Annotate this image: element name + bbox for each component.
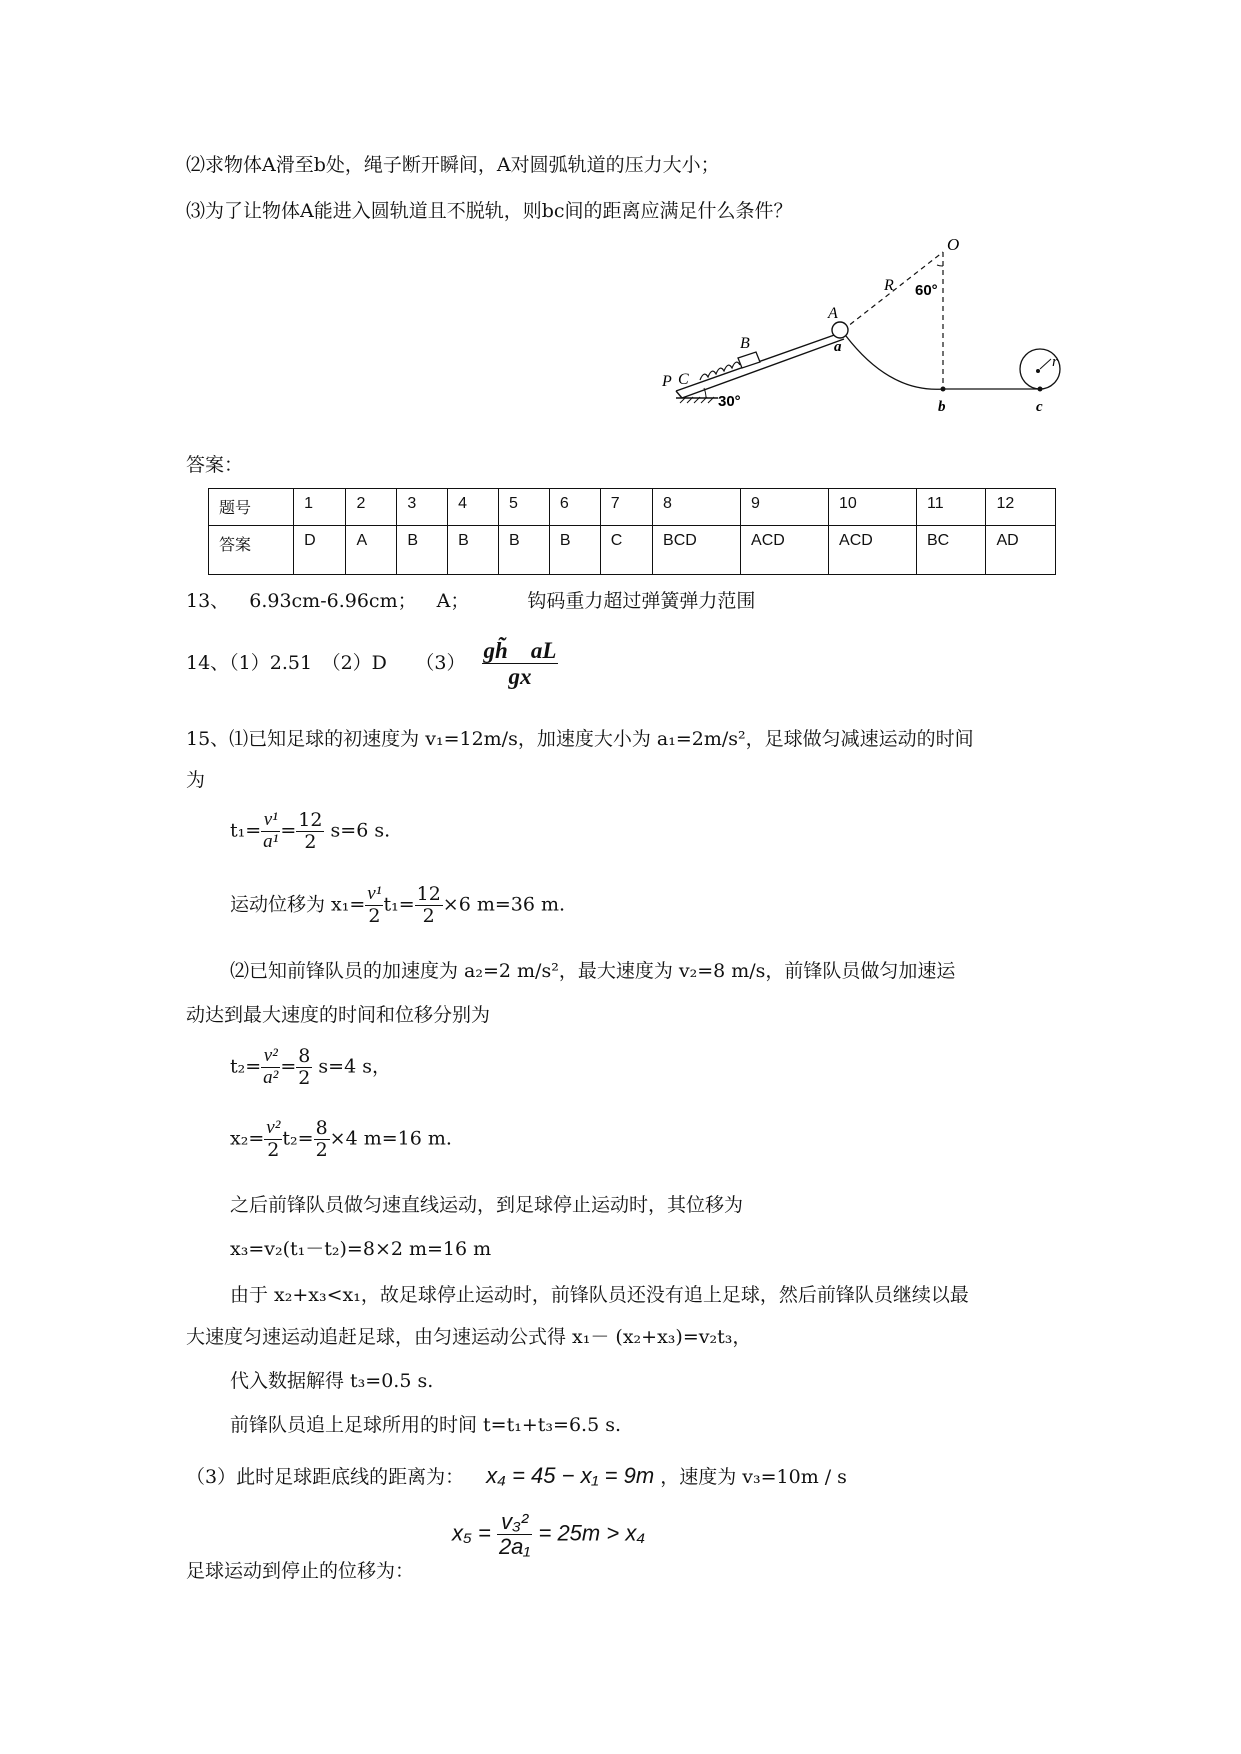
equation-x2 <box>230 1118 452 1161</box>
table-cell: 12 <box>986 489 1056 526</box>
frac-num: 12 <box>298 809 323 831</box>
frac-den: 2 <box>267 1138 280 1161</box>
answer-14-formula <box>482 638 559 690</box>
label-P: P <box>662 373 672 390</box>
label-60: 60° <box>915 282 938 299</box>
answer-15-line9: 代入数据解得 t₃=0.5 s. <box>230 1370 434 1392</box>
eq-lhs: t₁= <box>230 819 262 842</box>
answer-13-number: 13、 <box>186 590 230 612</box>
label-O: O <box>947 238 960 254</box>
frac-num: v¹ <box>367 883 382 904</box>
answer-15-part2-line2: 动达到最大速度的时间和位移分别为 <box>186 1004 491 1026</box>
formula-denominator: gx <box>508 664 532 690</box>
table-cell: ACD <box>829 526 917 575</box>
frac-num: 8 <box>298 1045 311 1067</box>
answer-15-line7: 由于 x₂+x₃<x₁，故足球停止运动时，前锋队员还没有追上足球，然后前锋队员继续以最 <box>230 1284 969 1306</box>
eq-rhs: = 25m > x₄ <box>538 1520 646 1546</box>
eq-tail: s=6 s. <box>324 819 391 842</box>
frac-den: 2 <box>368 904 381 927</box>
eq-sign: = <box>280 819 297 842</box>
eq-tail: s=4 s， <box>312 1055 391 1078</box>
answer-15-part2-line1: ⑵已知前锋队员的加速度为 a₂=2 m/s²，最大速度为 v₂=8 m/s，前锋队员做匀加速运 <box>230 960 956 982</box>
label-B: B <box>740 335 750 352</box>
table-cell: ACD <box>741 526 829 575</box>
frac-num: v¹ <box>261 810 280 832</box>
answer-15-part3 <box>186 1462 847 1489</box>
table-cell: 8 <box>653 489 741 526</box>
frac-den: 2 <box>315 1138 328 1161</box>
answer-15-line1: 15、⑴已知足球的初速度为 v₁=12m/s，加速度大小为 a₁=2m/s²，足球做匀减速运动的时间 <box>186 728 974 750</box>
frac-den: 2 <box>422 904 435 927</box>
question-2: ⑵求物体A滑至b处，绳子断开瞬间，A对圆弧轨道的压力大小； <box>186 154 720 176</box>
question-3: ⑶为了让物体A能进入圆轨道且不脱轨，则bc间的距离应满足什么条件？ <box>186 200 793 222</box>
table-cell: 6 <box>549 489 600 526</box>
table-cell: B <box>448 526 499 575</box>
table-cell: B <box>397 526 448 575</box>
frac-den: 2a₁ <box>498 1534 531 1560</box>
equation-t1 <box>230 810 390 853</box>
table-cell: BCD <box>653 526 741 575</box>
table-cell: 4 <box>448 489 499 526</box>
eq-tail: ×6 m=36 m. <box>442 893 566 916</box>
label-a: a <box>834 339 842 355</box>
table-cell: D <box>294 526 346 575</box>
frac-num: v² <box>266 1117 281 1138</box>
physics-diagram <box>660 238 1070 418</box>
table-cell: 5 <box>499 489 550 526</box>
table-cell: 答案 <box>209 526 294 575</box>
part3-label: （3）此时足球距底线的距离为： <box>186 1466 465 1488</box>
table-row <box>209 526 1056 575</box>
table-cell: 2 <box>346 489 397 526</box>
table-cell: 11 <box>917 489 986 526</box>
frac-den: 2 <box>298 1066 311 1089</box>
eq-mid: t₂= <box>282 1127 314 1150</box>
frac-den: a¹ <box>263 830 279 852</box>
part3-speed: ，速度为 v₃=10m / s <box>660 1466 847 1488</box>
equation-x4: x₄ = 45 − x₁ = 9m <box>486 1463 655 1488</box>
label-r: r <box>1052 354 1058 370</box>
equation-t2 <box>230 1046 391 1089</box>
answer-15-line12: 足球运动到停止的位移为： <box>186 1560 415 1582</box>
label-R: R <box>884 277 894 294</box>
answer-13-part1: 6.93cm-6.96cm； <box>249 590 417 612</box>
answer-13 <box>186 586 755 613</box>
table-cell: 9 <box>741 489 829 526</box>
frac-den: 2 <box>304 830 317 853</box>
answer-15-line8: 大速度匀速运动追赶足球，由匀速运动公式得 x₁－ (x₂+x₃)=v₂t₃， <box>186 1326 752 1348</box>
answer-table <box>208 488 1056 575</box>
answer-15-line10: 前锋队员追上足球所用的时间 t=t₁+t₃=6.5 s. <box>230 1414 621 1436</box>
answer-13-part2: A； <box>436 590 470 612</box>
formula-numerator: gh̃ aL <box>483 638 557 663</box>
frac-num: v² <box>261 1046 280 1068</box>
answer-15-line5: 之后前锋队员做匀速直线运动，到足球停止运动时，其位移为 <box>230 1194 744 1216</box>
label-C: C <box>678 371 689 388</box>
label-c: c <box>1036 399 1043 415</box>
frac-num: v₃² <box>497 1510 532 1535</box>
table-cell: B <box>499 526 550 575</box>
table-cell: 7 <box>600 489 652 526</box>
eq-lhs: x₂= <box>230 1127 265 1150</box>
equation-x1 <box>230 884 565 927</box>
table-cell: C <box>600 526 652 575</box>
frac-num: 12 <box>416 883 441 905</box>
label-b: b <box>938 399 946 415</box>
answers-label: 答案： <box>186 454 244 476</box>
label-A: A <box>828 305 838 322</box>
table-cell: 3 <box>397 489 448 526</box>
eq-tail: ×4 m=16 m. <box>329 1127 452 1150</box>
answer-15-line6: x₃=v₂(t₁－t₂)=8×2 m=16 m <box>230 1238 492 1260</box>
table-cell: 题号 <box>209 489 294 526</box>
eq-mid: t₁= <box>383 893 415 916</box>
answer-14 <box>186 638 558 690</box>
table-cell: B <box>549 526 600 575</box>
frac-num: 8 <box>315 1117 328 1139</box>
answer-14-text: 14、（1）2.51 （2）D （3） <box>186 651 466 674</box>
label-30: 30° <box>718 393 741 410</box>
frac-den: a² <box>263 1066 279 1088</box>
answer-13-part3: 钩码重力超过弹簧弹力范围 <box>527 590 756 612</box>
table-cell: BC <box>917 526 986 575</box>
eq-lhs: t₂= <box>230 1055 262 1078</box>
table-cell: A <box>346 526 397 575</box>
equation-x5 <box>452 1510 645 1559</box>
eq-pre: 运动位移为 x₁= <box>230 893 366 916</box>
table-row <box>209 489 1056 526</box>
eq-sign: = <box>280 1055 297 1078</box>
table-cell: 1 <box>294 489 346 526</box>
table-cell: AD <box>986 526 1056 575</box>
table-cell: 10 <box>829 489 917 526</box>
answer-15-line1b: 为 <box>186 769 206 791</box>
eq-lhs: x₅ = <box>452 1520 491 1546</box>
